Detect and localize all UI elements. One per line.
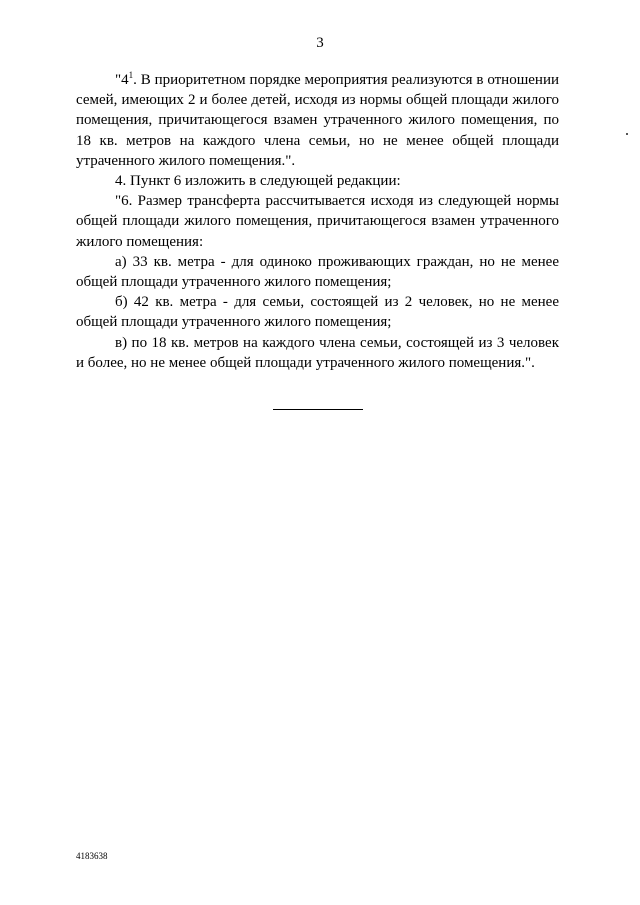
list-item-b: б) 42 кв. метра - для семьи, состоящей из 2 человек, но не менее общей площади утраченного жилого помещения; xyxy=(76,294,559,331)
paragraph-transfer-size: "6. Размер трансферта рассчитывается исходя из следующей нормы общей площади жилого помещения, причитающегося взамен утраченного жилого помещения: xyxy=(76,193,559,250)
document-body xyxy=(76,70,559,373)
paragraph-amendment-point-6: 4. Пункт 6 изложить в следующей редакции: xyxy=(115,173,401,190)
document-code: 4183638 xyxy=(76,851,108,861)
end-divider-line xyxy=(273,409,363,410)
paragraph-priority-families xyxy=(76,70,559,171)
scan-artifact xyxy=(626,133,628,135)
paragraph-text: . В приоритетном порядке мероприятия реализуются в отношении семей, имеющих 2 и более детей, исходя из нормы общей площади жилого помещения, причитающегося взамен утраченного жилого помещения, по 18 кв. метров на каждого члена семьи, но не менее общей площади утраченного жилого помещения.". xyxy=(76,72,559,169)
superscript-index: 1 xyxy=(128,70,134,80)
list-item-v: в) по 18 кв. метров на каждого члена семьи, состоящей из 3 человек и более, но не менее общей площади утраченного жилого помещения.". xyxy=(76,334,559,371)
paragraph-lead: "4 xyxy=(115,72,129,88)
page-number: 3 xyxy=(316,35,324,51)
list-item-a: а) 33 кв. метра - для одиноко проживающих граждан, но не менее общей площади утраченного жилого помещения; xyxy=(76,253,559,291)
